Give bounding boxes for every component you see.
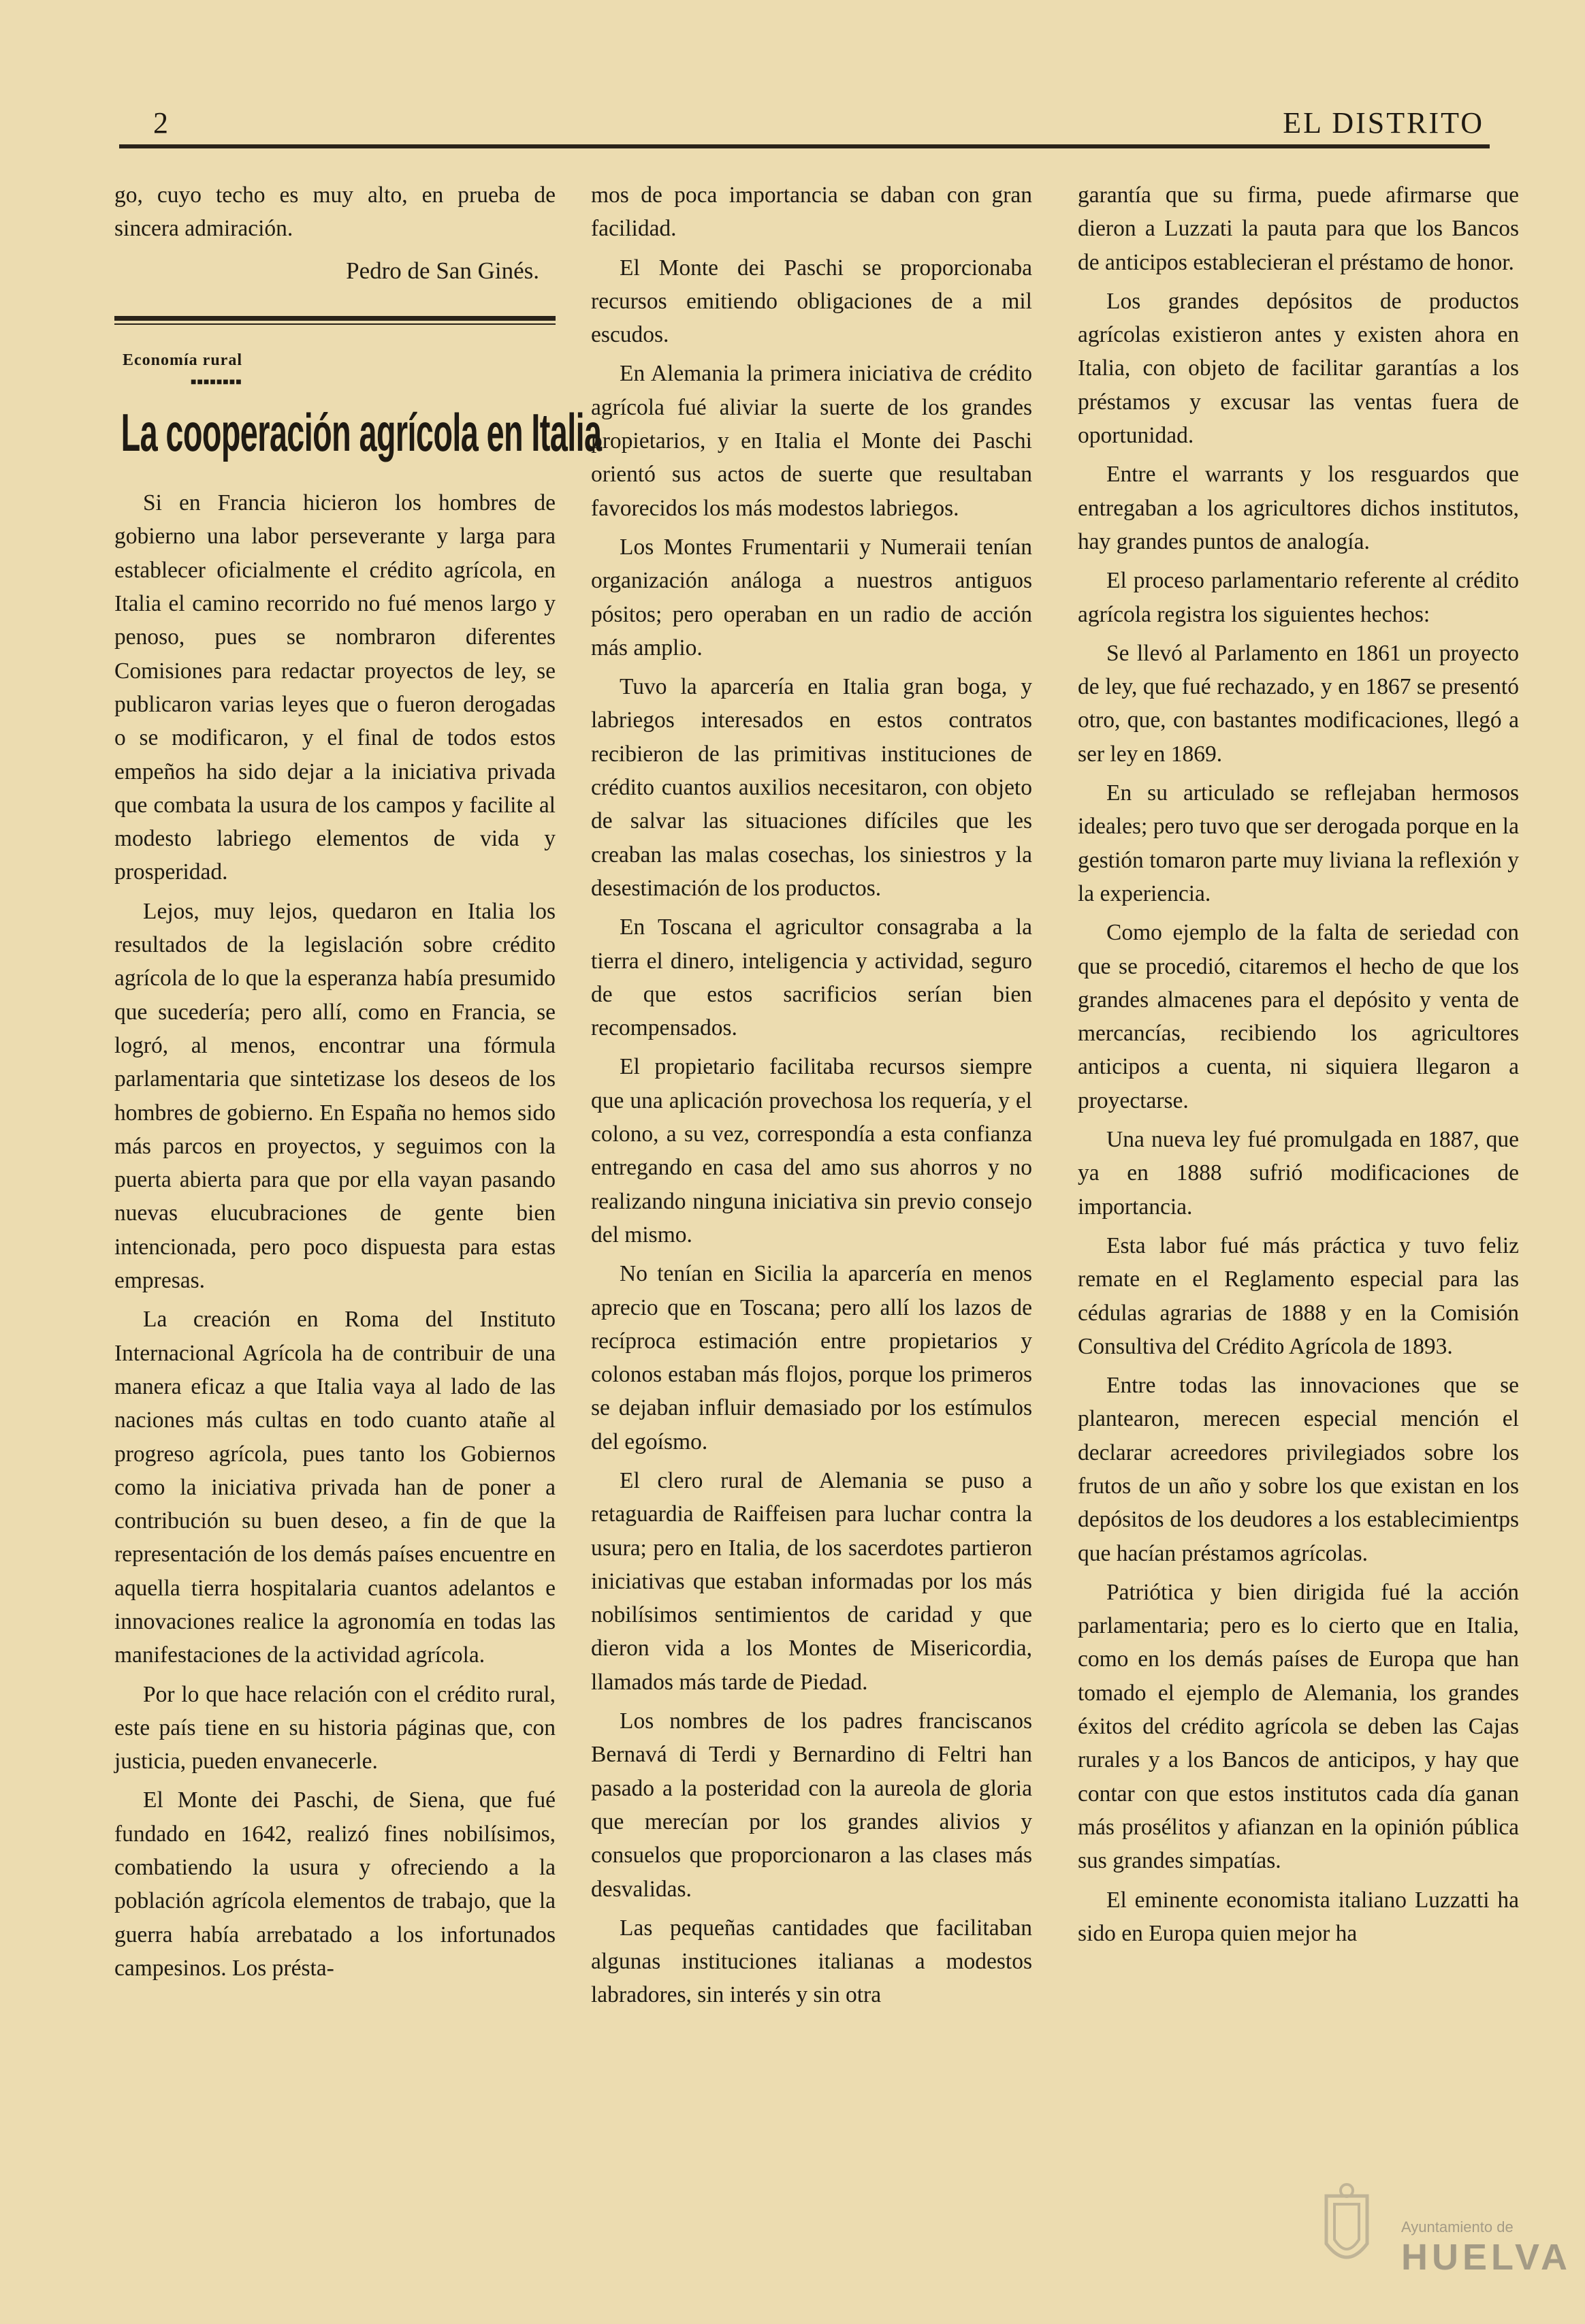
section-label: Economía rural [123, 351, 242, 369]
paragraph: Entre todas las innovaciones que se plantearon, merecen especial mención el declarar acreedores privilegiados sobre los frutos de un año y sobre los que existan en los depósitos de los deudores a los establecimientps que hacían préstamos agrícolas. [1078, 1373, 1519, 1566]
paragraph: Los nombres de los padres franciscanos Bernavá di Terdi y Bernardino di Feltri han pasado a la posteridad con la aureola de gloria que merecían por los grandes alivios y consuelos que proporcionaron a las clases más desvalidas. [591, 1708, 1032, 1902]
paragraph: Lejos, muy lejos, quedaron en Italia los resultados de la legislación sobre crédito agrícola de lo que la esperanza había presumido que sucedería; pero allí, como en Francia, se logró, al menos, encontrar una fórmula parlamentaria que sintetizase los deseos de los hombres de gobierno. En España no hemos sido más parcos en proyectos, y seguimos con la puerta abierta para que por ella vayan pasando nuevas elucubraciones de gente bien intencionada, pero poco dispuesta para estas empresas. [114, 898, 556, 1294]
paragraph: No tenían en Sicilia la aparcería en menos aprecio que en Toscana; pero allí los lazos de recíproca estimación entre propietarios y colonos estaban más flojos, porque los primeros se dejaban influir demasiado por los estímulos del egoísmo. [591, 1261, 1032, 1454]
paragraph: Los Montes Frumentarii y Numeraii tenían organización análoga a nuestros antiguos pósitos; pero operaban en un radio de acción más amplio. [591, 534, 1032, 660]
paragraph: Patriótica y bien dirigida fué la acción parlamentaria; pero es lo cierto que en Italia, como en los demás países de Europa que han tomado el ejemplo de Alemania, los grandes éxitos del crédito agrícola se deben las Cajas rurales y a los Bancos de anticipos, y hay que contar con que estos institutos cada día ganan más prosélitos y afianzan en la opinión pública sus grandes simpatías. [1078, 1579, 1519, 1874]
author-signature: Pedro de San Ginés. [346, 257, 539, 284]
paragraph: Los grandes depósitos de productos agrícolas existieron antes y existen ahora en Italia, con objeto de facilitar garantías a los préstamos y excusar las ventas fuera de oportunidad. [1078, 288, 1519, 449]
paragraph: Esta labor fué más práctica y tuvo feliz remate en el Reglamento especial para las cédulas agrarias de 1888 y en la Comisión Consultiva del Crédito Agrícola de 1893. [1078, 1232, 1519, 1359]
header-rule [119, 144, 1490, 148]
paragraph: Si en Francia hicieron los hombres de gobierno una labor perseverante y larga para establecer oficialmente el crédito agrícola, en Italia el camino recorrido no fué menos largo y penoso, pues se nombraron diferentes Comisiones para redactar proyectos de ley, se publicaron varias leyes que o fueron derogadas o se modificaron, y el final de todos estos empeños ha sido dejar a la iniciativa privada que combata la usura de los campos y facilite al modesto labriego elementos de vida y prosperidad. [114, 490, 556, 885]
paragraph: El propietario facilitaba recursos siempre que una aplicación provechosa los requería, y el colono, a su vez, correspondía a esta confianza entregando en casa del amo sus ahorros y no realizando ninguna iniciativa sin previo consejo del mismo. [591, 1054, 1032, 1247]
paragraph: La creación en Roma del Instituto Internacional Agrícola ha de contribuir de una manera eficaz a que Italia vaya al lado de las naciones más cultas en todo cuanto atañe al progreso agrícola, pues tanto los Gobiernos como la iniciativa privada han de poner a contribución su buen deseo, a fin de que la representación de los demás países encuentre en aquella tierra hospitalaria cuantos adelantos e innovaciones realice la agronomía en todas las manifestaciones de la actividad agrícola. [114, 1307, 556, 1668]
paragraph: El Monte dei Paschi se proporcionaba recursos emitiendo obligaciones de a mil escudos. [591, 255, 1032, 348]
article-separator-rule [114, 316, 556, 321]
paragraph: Entre el warrants y los resguardos que entregaban a los agricultores dichos institutos, hay grandes puntos de analogía. [1078, 462, 1519, 554]
paragraph: El clero rural de Alemania se puso a retaguardia de Raiffeisen para luchar contra la usura; pero en Italia, de los sacerdotes partieron iniciativas que estaban informadas por los más nobilísimos sentimientos de caridad y que dieron vida a los Montes de Misericordia, llamados más tarde de Piedad. [591, 1467, 1032, 1695]
watermark-line2: HUELVA [1401, 2237, 1571, 2278]
column-1 [114, 178, 602, 1990]
paragraph: Como ejemplo de la falta de seriedad con que se procedió, citaremos el hecho de que los grandes almacenes para el depósito y venta de mercancías, recibiendo los agricultores anticipos a cuenta, ni siquiera llegaron a proyectarse. [1078, 920, 1519, 1113]
paragraph: Tuvo la aparcería en Italia gran boga, y labriegos interesados en estos contratos recibieron de las primitivas instituciones de crédito cuantos auxilios necesitaron, con objeto de salvar las situaciones difíciles que les creaban las malas cosechas, los siniestros y la desestimación de los productos. [591, 674, 1032, 901]
column-2 [591, 178, 1032, 2018]
article-separator-thin-rule [114, 323, 556, 325]
paragraph: En Alemania la primera iniciativa de crédito agrícola fué aliviar la suerte de los grandes propietarios, y en Italia el Monte dei Paschi orientó sus actos de suerte que resultaban favorecidos los más modestos labriegos. [591, 361, 1032, 521]
paragraph: Las pequeñas cantidades que facilitaban algunas instituciones italianas a modestos labradores, sin interés y sin otra [591, 1915, 1032, 2008]
huelva-crest-icon [1306, 2182, 1388, 2285]
previous-article-ending: go, cuyo techo es muy alto, en prueba de sincera admiración. [114, 182, 556, 242]
watermark-text [1401, 2218, 1571, 2278]
paragraph: El eminente economista italiano Luzzatti ha sido en Europa quien mejor ha [1078, 1887, 1519, 1946]
paragraph: garantía que su firma, puede afirmarse que dieron a Luzzati la pauta para que los Bancos de anticipos establecieran el préstamo de honor. [1078, 182, 1519, 275]
page-number: 2 [153, 106, 168, 140]
paragraph: Se llevó al Parlamento en 1861 un proyecto de ley, que fué rechazado, y en 1867 se presentó otro, que, con bastantes modificaciones, llegó a ser ley en 1869. [1078, 640, 1519, 767]
masthead-title: EL DISTRITO [1283, 106, 1484, 140]
column-3 [1078, 178, 1519, 1956]
paragraph: mos de poca importancia se daban con gran facilidad. [591, 182, 1032, 242]
paragraph: Por lo que hace relación con el crédito rural, este país tiene en su historia páginas que, con justicia, pueden envanecerle. [114, 1681, 556, 1774]
paragraph: En Toscana el agricultor consagraba a la tierra el dinero, inteligencia y actividad, seguro de que estos sacrificios serían bien recompensados. [591, 914, 1032, 1041]
paragraph: El Monte dei Paschi, de Siena, que fué fundado en 1642, realizó fines nobilísimos, combatiendo la usura y ofreciendo a la población agrícola elementos de trabajo, que la guerra había arrebatado a los infortunados campesinos. Los présta- [114, 1787, 556, 1981]
ornament-dots: ■■■■■■■■ [191, 377, 242, 388]
paragraph: En su articulado se reflejaban hermosos ideales; pero tuvo que ser derogada porque en la gestión tomaron parte muy liviana la reflexión y la experiencia. [1078, 780, 1519, 906]
paragraph: El proceso parlamentario referente al crédito agrícola registra los siguientes hechos: [1078, 568, 1519, 627]
paragraph: Una nueva ley fué promulgada en 1887, que ya en 1888 sufrió modificaciones de importancia. [1078, 1127, 1519, 1220]
watermark-line1: Ayuntamiento de [1401, 2218, 1514, 2235]
article-headline: La cooperación agrícola en Italia [121, 402, 602, 463]
